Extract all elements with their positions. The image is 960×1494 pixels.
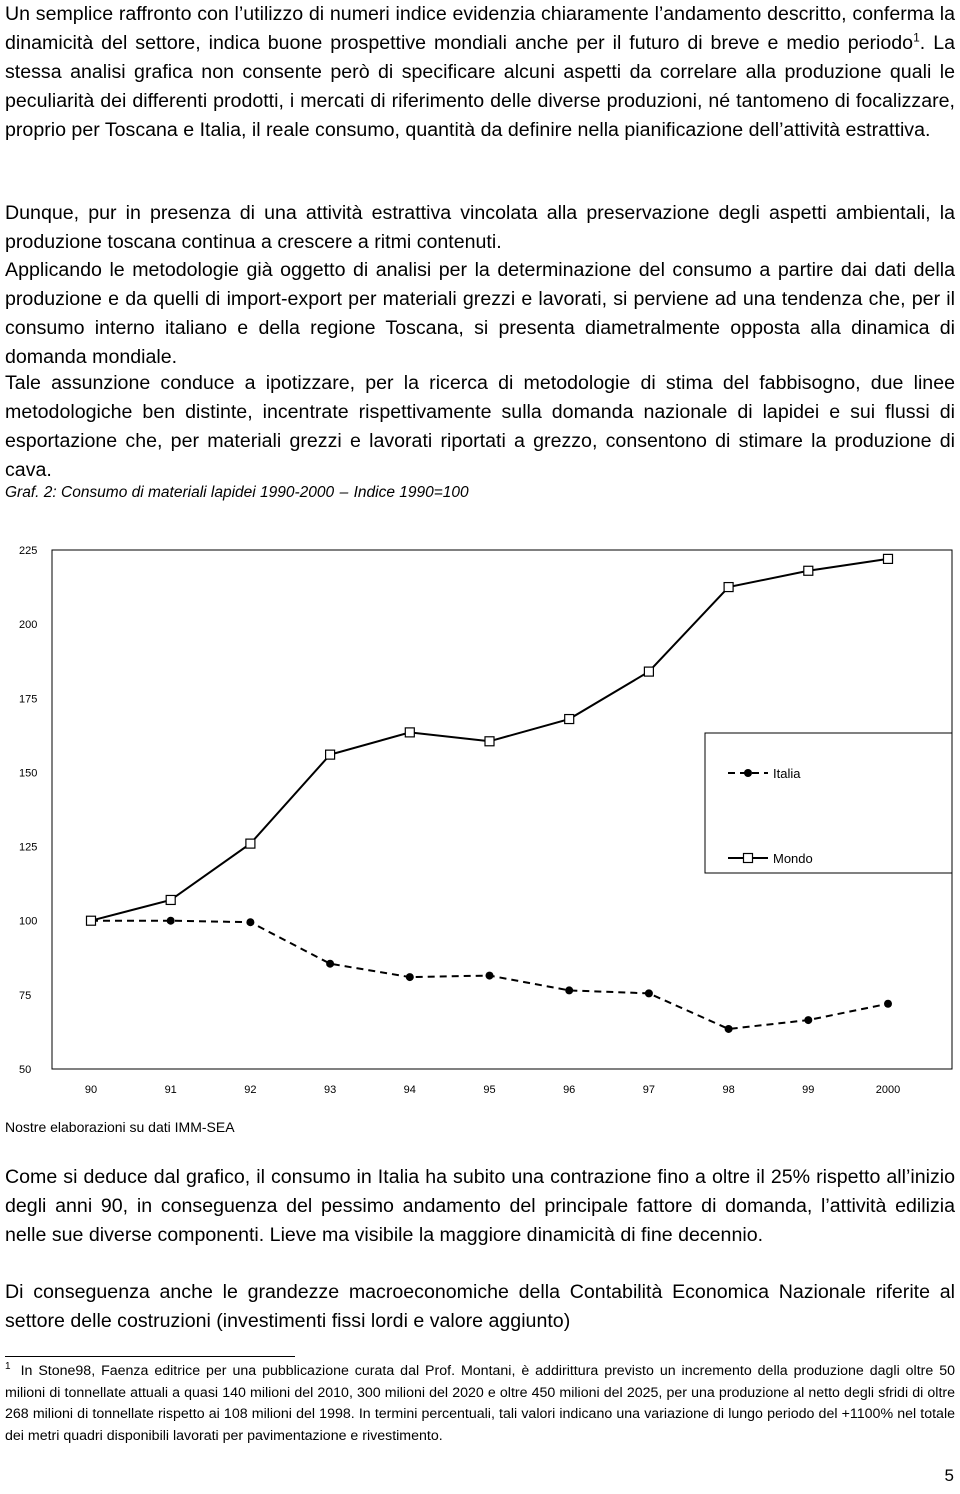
x-tick-label: 90 [84, 1084, 98, 1096]
caption-index: Indice 1990=100 [353, 484, 469, 501]
paragraph-italy-consumption: Come si deduce dal grafico, il consumo in Italia ha subito una contrazione fino a oltre il 25% rispetto all’inizio degli anni 90, in conseguenza del pessimo andamento del principale fattore di domanda, l’attività edilizia nelle sue diverse componenti. Lieve ma visibile la maggiore dinamicità di fine decennio. [5, 1166, 955, 1246]
data-point-mondo [246, 839, 255, 848]
legend-box [705, 733, 952, 873]
y-tick-label: 100 [19, 915, 38, 928]
legend-marker-italia [744, 769, 752, 777]
y-tick-label: 125 [19, 841, 38, 854]
footnote-reference[interactable]: 1 [913, 30, 920, 45]
y-tick-label: 225 [19, 545, 38, 557]
paragraph-macroeconomic: Di conseguenza anche le grandezze macroeconomiche della Contabilità Economica Nazionale riferite al settore delle costruzioni (investimenti fissi lordi e valore aggiunto) [5, 1281, 955, 1332]
paragraph-text: Un semplice raffronto con l’utilizzo di numeri indice evidenzia chiaramente l’andamento descritto, conferma la dinamicità del settore, indica buone prospettive mondiali anche per il futuro di breve e medio periodo [5, 3, 955, 54]
y-tick-label: 50 [19, 1064, 32, 1076]
x-tick-label: 99 [802, 1084, 815, 1096]
x-tick-label: 95 [483, 1084, 496, 1096]
y-tick-label: 175 [19, 693, 38, 706]
page-number: 5 [944, 1466, 954, 1485]
data-point-italia [804, 1016, 812, 1024]
data-point-mondo [87, 916, 96, 925]
x-tick-label: 98 [722, 1084, 735, 1096]
figure-source: Nostre elaborazioni su dati IMM-SEA [5, 1119, 235, 1135]
x-tick-label: 92 [244, 1084, 257, 1096]
x-tick-label: 94 [403, 1084, 416, 1096]
x-tick-label: 96 [563, 1084, 576, 1096]
x-tick-label: 91 [164, 1084, 177, 1096]
data-point-mondo [405, 728, 414, 737]
data-point-italia [884, 1000, 892, 1008]
data-point-mondo [565, 715, 574, 724]
data-point-italia [565, 986, 573, 994]
paragraph-tail: . [919, 32, 926, 54]
figure-caption [5, 484, 469, 502]
data-point-mondo [804, 566, 813, 575]
y-tick-label: 200 [19, 619, 38, 632]
data-point-italia [326, 960, 334, 968]
paragraph-graphic-analysis: La stessa analisi grafica non consente però di specificare alcuni aspetti da correlare alla produzione quali le peculiarità dei differenti prodotti, i mercati di riferimento delle diverse produzioni, né tantomeno di focalizzare, proprio per Toscana e Italia, il reale consumo, quantità da definire nella pianificazione dell’attività estrattiva. [5, 32, 955, 141]
data-point-italia [725, 1025, 733, 1033]
footnote-marker: 1 [5, 1361, 11, 1373]
footnote-text: In Stone98, Faenza editrice per una pubblicazione curata dal Prof. Montani, è addirittura previsto un incremento della produzione dagli oltre 50 milioni di tonnellate attuali a quasi 140 milioni del 2010, 300 milioni del 2020 e oltre 450 milioni del 2025, per una produzione al netto degli sfridi di oltre 268 milioni di tonnellate rispetto ai 108 milioni del 1998. In termini percentuali, tali valori indicano una variazione di lungo periodo del +1100% nel totale dei metri quadri disponibili lavorati per pavimentazione e rivestimento. [5, 1363, 955, 1444]
data-point-mondo [884, 554, 893, 563]
consumption-line-chart [0, 530, 960, 1110]
footnote-separator [5, 1356, 295, 1357]
caption-dash: – [339, 484, 349, 501]
data-point-italia [645, 989, 653, 997]
data-point-italia [167, 917, 175, 925]
y-tick-label: 75 [19, 989, 32, 1002]
paragraph-tuscan-production: Dunque, pur in presenza di una attività estrattiva vincolata alla preservazione degli aspetti ambientali, la produzione toscana continua a crescere a ritmi contenuti. [5, 202, 955, 253]
paragraph-assumption: Tale assunzione conduce a ipotizzare, per la ricerca di metodologie di stima del fabbisogno, due linee metodologiche ben distinte, incentrate rispettivamente sulla domanda nazionale di lapidei e sui flussi di esportazione che, per materiali grezzi e lavorati riportati a grezzo, consentono di stimare la produzione di cava. [5, 372, 955, 481]
data-point-italia [486, 972, 494, 980]
data-point-mondo [644, 667, 653, 676]
x-tick-label: 2000 [875, 1084, 901, 1096]
data-point-italia [406, 973, 414, 981]
paragraph-index-comparison [5, 0, 955, 145]
x-tick-label: 97 [642, 1084, 656, 1096]
data-point-mondo [724, 583, 733, 592]
legend-marker-mondo [744, 854, 753, 863]
data-point-mondo [485, 737, 494, 746]
legend-label-italia: Italia [773, 766, 801, 781]
data-point-italia [246, 918, 254, 926]
legend-label-mondo: Mondo [773, 851, 813, 866]
y-tick-label: 150 [19, 767, 38, 780]
caption-label: Graf. 2: [5, 484, 57, 501]
footnote [5, 1361, 955, 1447]
data-point-mondo [326, 750, 335, 759]
data-point-mondo [166, 895, 175, 904]
caption-title: Consumo di materiali lapidei 1990-2000 [61, 484, 335, 501]
paragraph-methodologies: Applicando le metodologie già oggetto di analisi per la determinazione del consumo a partire dai dati della produzione e da quelli di import-export per materiali grezzi e lavorati, si perviene ad una tendenza che, per il consumo interno italiano e della regione Toscana, si presenta diametralmente opposta alla dinamica di domanda mondiale. [5, 259, 955, 368]
x-tick-label: 93 [323, 1084, 337, 1096]
